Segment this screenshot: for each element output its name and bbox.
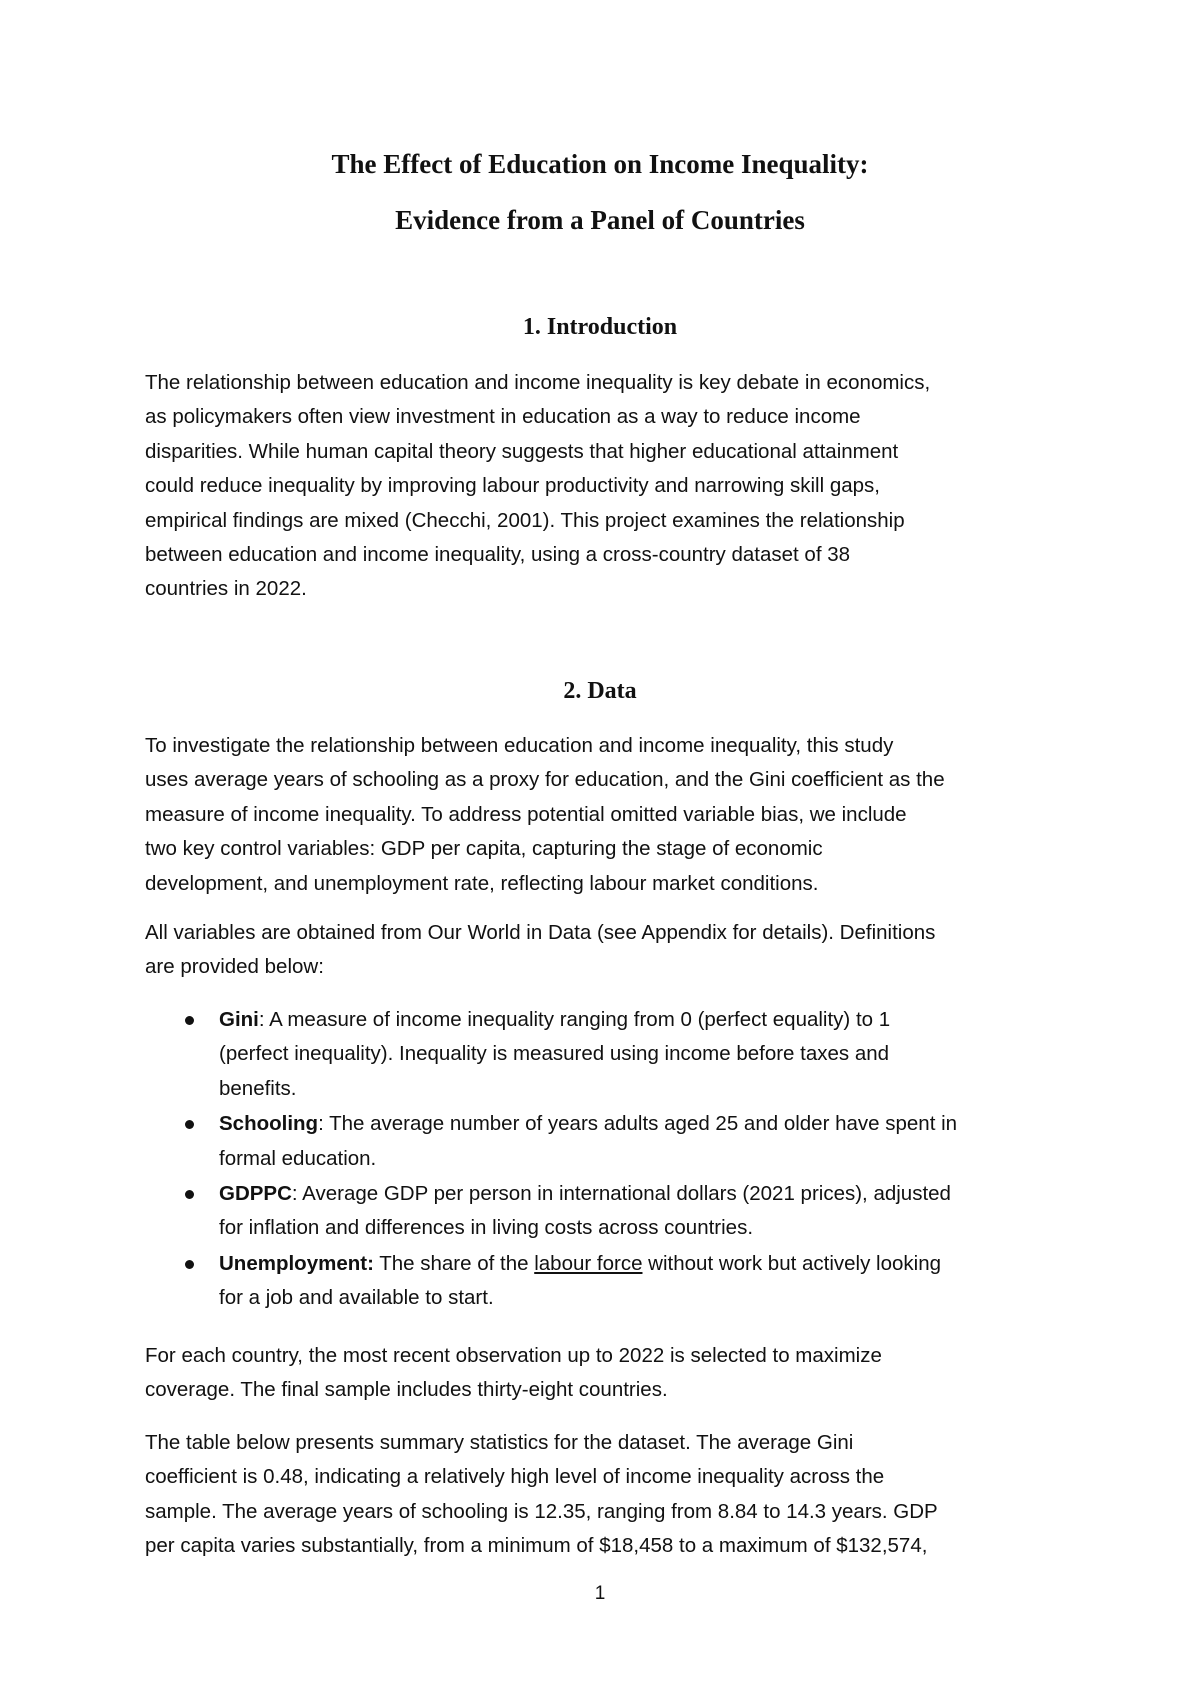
text-line: measure of income inequality. To address potential omitted variable bias, we include [145,802,907,826]
definition-text: : The average number of years adults aged 25 and older have spent in [318,1112,958,1136]
bullet-icon [185,1016,194,1025]
section-heading-introduction: 1. Introduction [522,314,678,340]
bullet-icon [185,1120,194,1129]
text-line: formal education. [219,1146,377,1170]
definition-text: The share of the [373,1251,535,1275]
text-line [219,1107,1070,1141]
section-heading-data: 2. Data [563,678,637,704]
text-line: for inflation and differences in living costs across countries. [219,1216,754,1240]
data-paragraph-2 [145,916,1070,985]
text-line [219,1177,1070,1211]
text-line: coefficient is 0.48, indicating a relatively high level of income inequality across the [145,1465,885,1489]
bullet-icon [185,1190,194,1199]
definitions-list [145,1003,1070,1317]
data-paragraph-4 [145,1426,1070,1564]
text-line: for a job and available to start. [219,1286,494,1310]
data-paragraph-3 [145,1339,1070,1408]
text-line: as policymakers often view investment in education as a way to reduce income [145,405,861,429]
text-line [219,1003,1070,1037]
text-line: uses average years of schooling as a proxy for education, and the Gini coefficient as the [145,768,945,792]
definition-item-gdppc [145,1177,1070,1246]
introduction-paragraph [145,366,1070,607]
text-line [219,1247,1070,1281]
text-line: benefits. [219,1076,297,1100]
text-line: sample. The average years of schooling is 12.35, ranging from 8.84 to 14.3 years. GDP [145,1499,938,1523]
labour-force-link[interactable]: labour force [534,1251,643,1275]
text-line: development, and unemployment rate, reflecting labour market conditions. [145,871,819,895]
text-line: are provided below: [145,955,324,979]
definition-text: : A measure of income inequality ranging from 0 (perfect equality) to 1 [258,1008,891,1031]
text-line: between education and income inequality, using a cross-country dataset of 38 [145,543,851,567]
definition-text: without work but actively looking [642,1251,942,1275]
text-line: countries in 2022. [145,577,307,601]
title-line-2: Evidence from a Panel of Countries [395,205,805,235]
title-line-1: The Effect of Education on Income Inequality: [331,149,869,179]
text-line: could reduce inequality by improving labour productivity and narrowing skill gaps, [145,474,880,498]
definition-term: Unemployment: [219,1251,374,1275]
definition-item-schooling [145,1107,1070,1176]
text-line: two key control variables: GDP per capita, capturing the stage of economic [145,837,823,861]
text-line: coverage. The final sample includes thirty-eight countries. [145,1378,668,1402]
definition-item-gini [145,1003,1070,1106]
text-line: To investigate the relationship between education and income inequality, this study [145,734,894,757]
text-line: per capita varies substantially, from a minimum of $18,458 to a maximum of $132,574, [145,1534,928,1558]
definition-term: Schooling [219,1112,319,1136]
text-line: All variables are obtained from Our World in Data (see Appendix for details). Definitions [145,921,936,944]
definition-term: Gini [219,1008,259,1031]
text-line: For each country, the most recent observation up to 2022 is selected to maximize [145,1344,882,1367]
bullet-icon [185,1260,194,1269]
text-line: disparities. While human capital theory suggests that higher educational attainment [145,439,899,463]
definition-term: GDPPC [219,1182,292,1206]
data-paragraph-1 [145,729,1070,901]
definition-item-unemployment [145,1247,1070,1316]
definition-text: : Average GDP per person in international dollars (2021 prices), adjusted [291,1182,951,1206]
text-line: The table below presents summary statistics for the dataset. The average Gini [145,1431,854,1454]
text-line: empirical findings are mixed (Checchi, 2001). This project examines the relationship [145,508,905,532]
text-line: (perfect inequality). Inequality is measured using income before taxes and [219,1042,890,1066]
text-line: The relationship between education and income inequality is key debate in economics, [145,371,931,394]
page-number: 1 [594,1583,606,1604]
